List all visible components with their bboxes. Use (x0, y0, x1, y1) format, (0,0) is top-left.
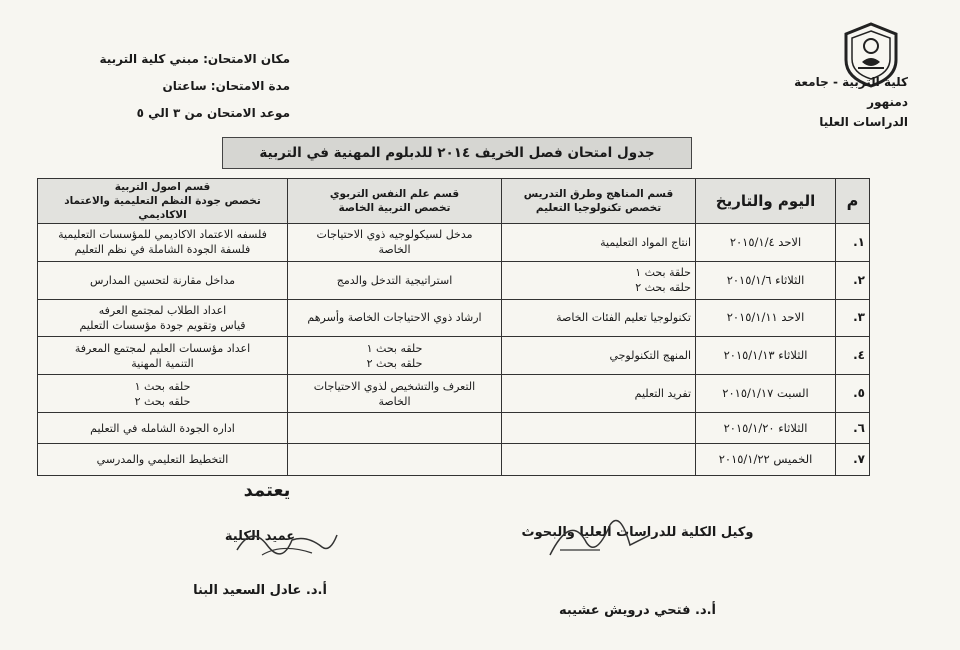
table-row (38, 375, 870, 413)
row-date: الثلاثاء ٢٠١٥/١/٢٠ (696, 412, 836, 444)
row-number: ٦. (836, 412, 870, 444)
schedule-title-text: جدول امتحان فصل الخريف ٢٠١٤ للدبلوم المهنية في التربية (259, 145, 655, 161)
table-header-row (38, 179, 870, 224)
row-date: الثلاثاء ٢٠١٥/١/١٣ (696, 337, 836, 375)
row-foundations-exam: التخطيط التعليمي والمدرسي (38, 444, 288, 476)
table-row (38, 261, 870, 299)
row-number: ٧. (836, 444, 870, 476)
exam-info (20, 46, 290, 127)
header-psychology-dept: قسم علم النفس التربوي تخصص التربية الخاصة (288, 179, 502, 224)
header-curriculum-dept: قسم المناهج وطرق التدريس تخصص تكنولوجيا التعليم (502, 179, 696, 224)
header-foundations-dept: قسم اصول التربية تخصص جودة النظم التعليمية والاعتماد الاكاديمي (38, 179, 288, 224)
row-number: ٣. (836, 299, 870, 337)
header-number: م (836, 179, 870, 224)
table-row (38, 337, 870, 375)
row-curriculum-exam (502, 412, 696, 444)
college-line-2: الدراسات العليا (819, 115, 908, 129)
row-psychology-exam: استراتيجية التدخل والدمج (288, 261, 502, 299)
row-psychology-exam: مدخل لسيكولوجيه ذوي الاحتياجات الخاصة (288, 224, 502, 262)
schedule-title (222, 137, 692, 169)
table-row (38, 444, 870, 476)
row-number: ١. (836, 224, 870, 262)
exam-schedule-table (37, 178, 870, 476)
dean-title: عميد الكلية (224, 529, 296, 544)
row-psychology-exam (288, 412, 502, 444)
row-date: الاحد ٢٠١٥/١/١١ (696, 299, 836, 337)
row-date: الثلاثاء ٢٠١٥/١/٦ (696, 261, 836, 299)
vice-dean-handwritten-signature (540, 505, 660, 565)
row-foundations-exam: اعداد الطلاب لمجتمع العرفه قياس وتقويم جودة مؤسسات التعليم (38, 299, 288, 337)
row-curriculum-exam: تفريد التعليم (502, 375, 696, 413)
row-psychology-exam: حلقه بحث ١ حلقه بحث ٢ (288, 337, 502, 375)
row-curriculum-exam (502, 444, 696, 476)
row-date: الخميس ٢٠١٥/١/٢٢ (696, 444, 836, 476)
dean-name: أ.د. عادل السعيد البنا (193, 583, 327, 598)
table-row (38, 299, 870, 337)
row-number: ٥. (836, 375, 870, 413)
row-date: السبت ٢٠١٥/١/١٧ (696, 375, 836, 413)
dean-handwritten-signature (232, 515, 342, 565)
row-date: الاحد ٢٠١٥/١/٤ (696, 224, 836, 262)
vice-dean-name: أ.د. فتحي درويش عشيبه (558, 603, 717, 618)
row-foundations-exam: اعداد مؤسسات العليم لمجتمع المعرفة التنمية المهنية (38, 337, 288, 375)
vice-dean-title: وكيل الكلية للدراسات العليا والبحوث (521, 525, 754, 540)
row-foundations-exam: مداخل مقارنة لتحسين المدارس (38, 261, 288, 299)
row-psychology-exam (288, 444, 502, 476)
table-row (38, 224, 870, 262)
row-psychology-exam: ارشاد ذوي الاحتياجات الخاصة وأسرهم (288, 299, 502, 337)
row-curriculum-exam: انتاج المواد التعليمية (502, 224, 696, 262)
row-curriculum-exam: المنهج التكنولوجي (502, 337, 696, 375)
row-foundations-exam: فلسفه الاعتماد الاكاديمي للمؤسسات التعليمية فلسفة الجودة الشاملة في نظم التعليم (38, 224, 288, 262)
header-date: اليوم والتاريخ (696, 179, 836, 224)
row-curriculum-exam: تكنولوجيا تعليم الفئات الخاصة (502, 299, 696, 337)
college-name (780, 72, 908, 132)
row-number: ٤. (836, 337, 870, 375)
college-line-1: كلية التربية - جامعة دمنهور (794, 75, 908, 109)
approve-label: يعتمد (243, 480, 291, 501)
table-row (38, 412, 870, 444)
exam-duration: مدة الامتحان: ساعتان (162, 79, 290, 93)
row-number: ٢. (836, 261, 870, 299)
row-foundations-exam: اداره الجودة الشامله في التعليم (38, 412, 288, 444)
row-curriculum-exam: حلقة بحث ١ حلقه بحث ٢ (502, 261, 696, 299)
exam-time: موعد الامتحان من ٣ الي ٥ (136, 106, 290, 120)
row-foundations-exam: حلقه بحث ١ حلقه بحث ٢ (38, 375, 288, 413)
row-psychology-exam: التعرف والتشخيص لذوي الاحتياجات الخاصة (288, 375, 502, 413)
exam-place: مكان الامتحان: مبني كلية التربية (99, 52, 290, 66)
